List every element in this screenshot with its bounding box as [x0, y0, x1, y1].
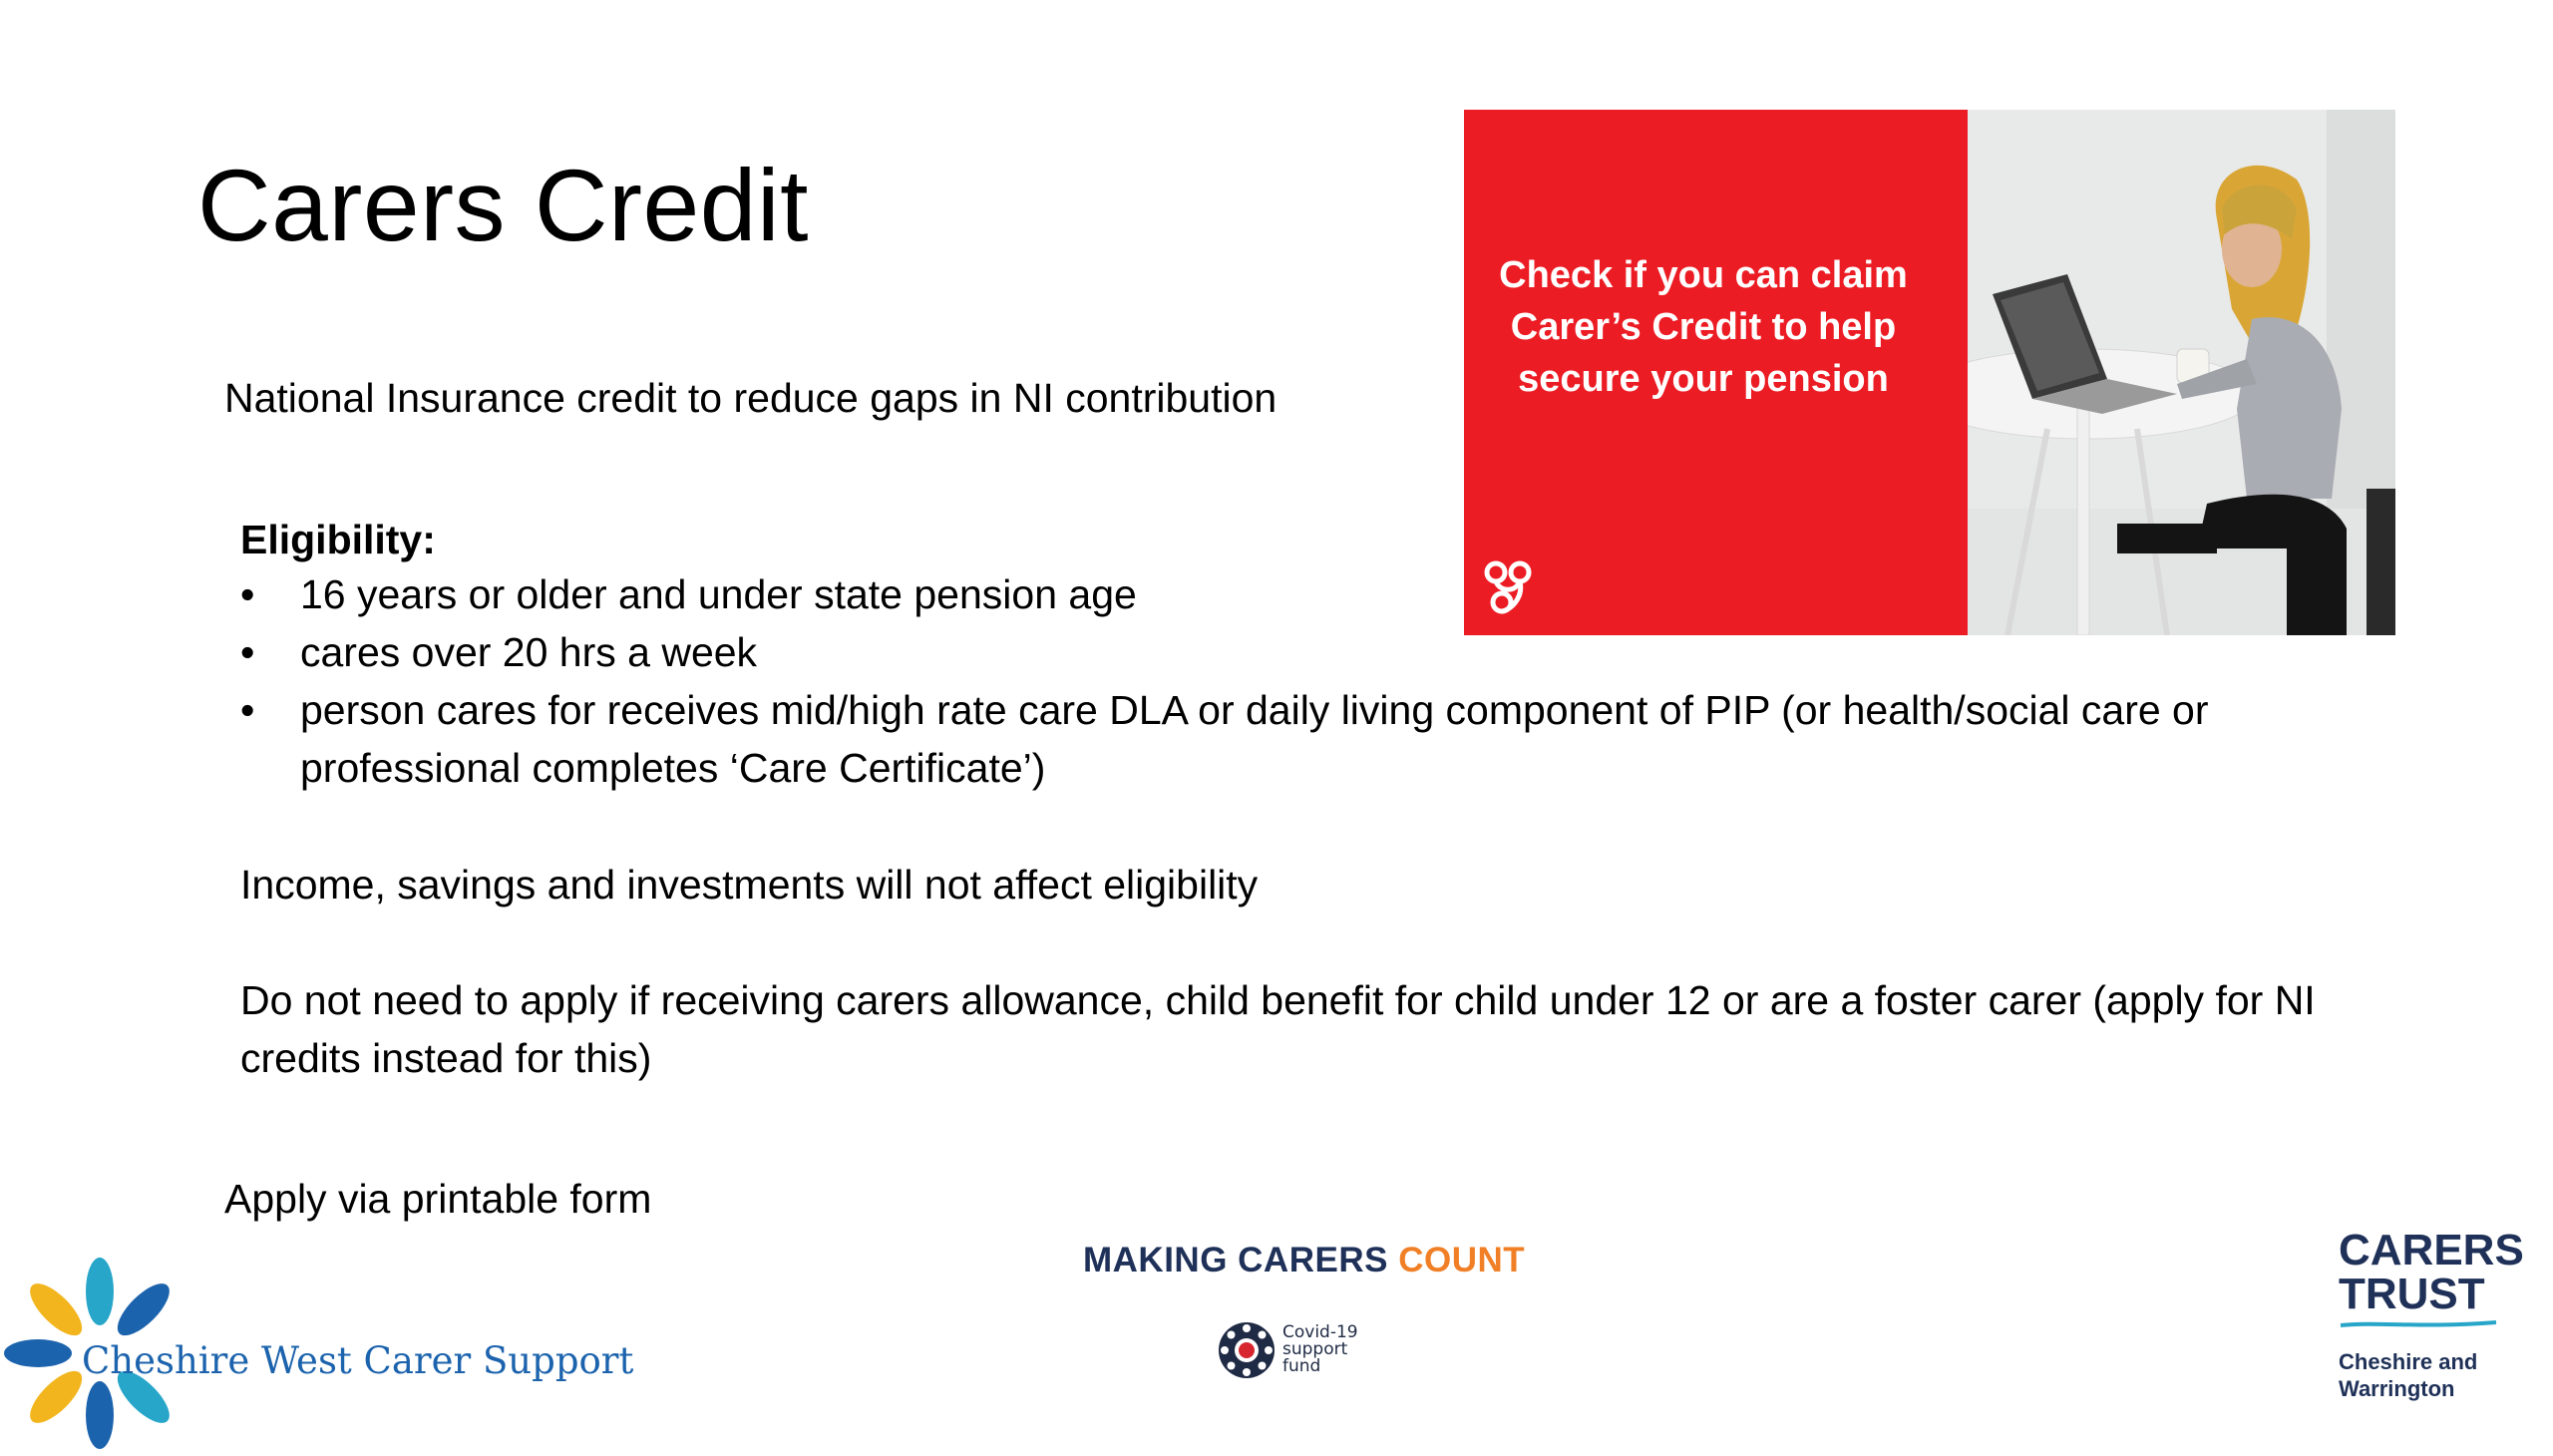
cheshire-west-logo — [0, 1252, 658, 1456]
apply-note: Apply via printable form — [224, 1176, 652, 1222]
subtitle: National Insurance credit to reduce gaps in NI contribution — [224, 375, 1277, 421]
slide-title: Carers Credit — [197, 149, 809, 262]
income-note: Income, savings and investments will not affect eligibility — [240, 862, 1259, 908]
eligibility-heading: Eligibility: — [240, 517, 436, 562]
bullet-icon: • — [240, 571, 255, 617]
list-item-text: 16 years or older and under state pension age — [300, 571, 1137, 617]
promo-red-panel — [1464, 110, 1968, 635]
covid-support-fund-logo — [1215, 1318, 1374, 1402]
carers-trust-name: CARERS TRUST — [2339, 1226, 2524, 1318]
making-carers-count-logo — [1083, 1241, 1525, 1280]
promo-image — [1464, 110, 2395, 635]
woman-with-laptop-photo — [1968, 110, 2395, 635]
govuk-crown-knot-icon — [1480, 558, 1536, 618]
mcc-part1: MAKING CARERS — [1083, 1241, 1399, 1279]
cheshire-west-name: Cheshire West Carer Support — [82, 1339, 634, 1382]
covid-fund-text: Covid-19 support fund — [1282, 1322, 1358, 1376]
list-item — [240, 681, 2394, 797]
foster-note: Do not need to apply if receiving carers allowance, child benefit for child under 12 or are a foster carer (apply for NI credits instead for this) — [240, 977, 2316, 1081]
list-item-text: cares over 20 hrs a week — [300, 629, 758, 675]
carers-trust-region: Cheshire and Warrington — [2339, 1349, 2478, 1401]
mcc-part2: COUNT — [1398, 1241, 1526, 1279]
bullet-icon: • — [240, 629, 255, 675]
bullet-icon: • — [240, 687, 255, 733]
carers-trust-logo — [2339, 1226, 2538, 1402]
list-item-text: person cares for receives mid/high rate care DLA or daily living component of PIP (or health/social care or professional completes ‘Care Certificate’) — [300, 687, 2209, 791]
promo-text: Check if you can claim Carer’s Credit to help secure your pension — [1499, 254, 1908, 400]
rosette-icon — [1215, 1318, 1278, 1382]
wave-icon — [2339, 1319, 2498, 1329]
